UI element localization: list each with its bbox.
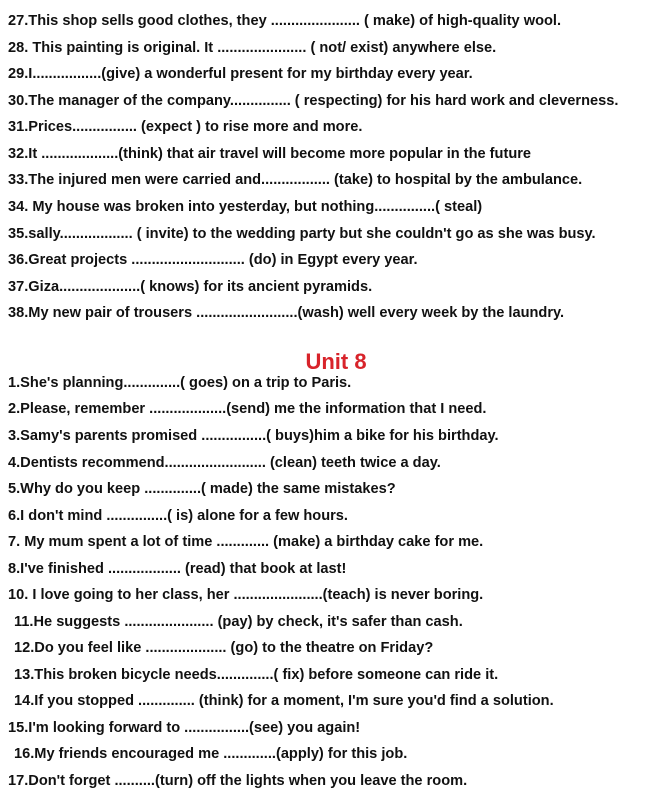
exercise-line: 13.This broken bicycle needs..............( fix) before someone can ride it. <box>14 667 499 683</box>
exercise-line: 12.Do you feel like .................... (go) to the theatre on Friday? <box>14 640 434 656</box>
exercise-line: 17.Don't forget ..........(turn) off the lights when you leave the room. <box>8 773 468 789</box>
exercise-line: 7. My mum spent a lot of time ............. (make) a birthday cake for me. <box>8 534 484 550</box>
exercise-line: 11.He suggests ...................... (pay) by check, it's safer than cash. <box>14 614 463 630</box>
exercise-line: 1.She's planning..............( goes) on a trip to Paris. <box>8 375 352 391</box>
exercise-line: 30.The manager of the company............... ( respecting) for his hard work and cleverness. <box>8 93 619 109</box>
exercise-line: 3.Samy's parents promised ................( buys)him a bike for his birthday. <box>8 428 499 444</box>
exercise-line: 31.Prices................ (expect ) to rise more and more. <box>8 119 363 135</box>
exercise-line: 4.Dentists recommend......................... (clean) teeth twice a day. <box>8 455 441 471</box>
exercise-line: 38.My new pair of trousers .........................(wash) well every week by the laundry. <box>8 305 565 321</box>
exercise-line: 35.sally.................. ( invite) to the wedding party but she couldn't go as she was busy. <box>8 226 596 242</box>
exercise-line: 5.Why do you keep ..............( made) the same mistakes? <box>8 481 396 497</box>
exercise-line: 6.I don't mind ...............( is) alone for a few hours. <box>8 508 348 524</box>
exercise-line: 2.Please, remember ...................(send) me the information that I need. <box>8 401 487 417</box>
exercise-line: 10. I love going to her class, her ......................(teach) is never boring. <box>8 587 484 603</box>
exercise-line: 14.If you stopped .............. (think) for a moment, I'm sure you'd find a solution. <box>14 693 554 709</box>
exercise-line: 32.It ...................(think) that air travel will become more popular in the future <box>8 146 532 162</box>
exercise-line: 34. My house was broken into yesterday, but nothing...............( steal) <box>8 199 483 215</box>
exercise-line: 28. This painting is original. It ...................... ( not/ exist) anywhere else. <box>8 40 497 56</box>
exercise-line: 37.Giza....................( knows) for its ancient pyramids. <box>8 279 373 295</box>
exercise-line: 27.This shop sells good clothes, they ...................... ( make) of high-quality wool. <box>8 13 562 29</box>
exercise-line: 29.I.................(give) a wonderful present for my birthday every year. <box>8 66 473 82</box>
unit-heading: Unit 8 <box>305 349 367 374</box>
exercise-line: 16.My friends encouraged me .............(apply) for this job. <box>14 746 408 762</box>
exercise-line: 8.I've finished .................. (read) that book at last! <box>8 561 347 577</box>
exercise-line: 33.The injured men were carried and................. (take) to hospital by the ambulance. <box>8 172 583 188</box>
exercise-line: 15.I'm looking forward to ................(see) you again! <box>8 720 361 736</box>
exercise-line: 36.Great projects ............................ (do) in Egypt every year. <box>8 252 418 268</box>
